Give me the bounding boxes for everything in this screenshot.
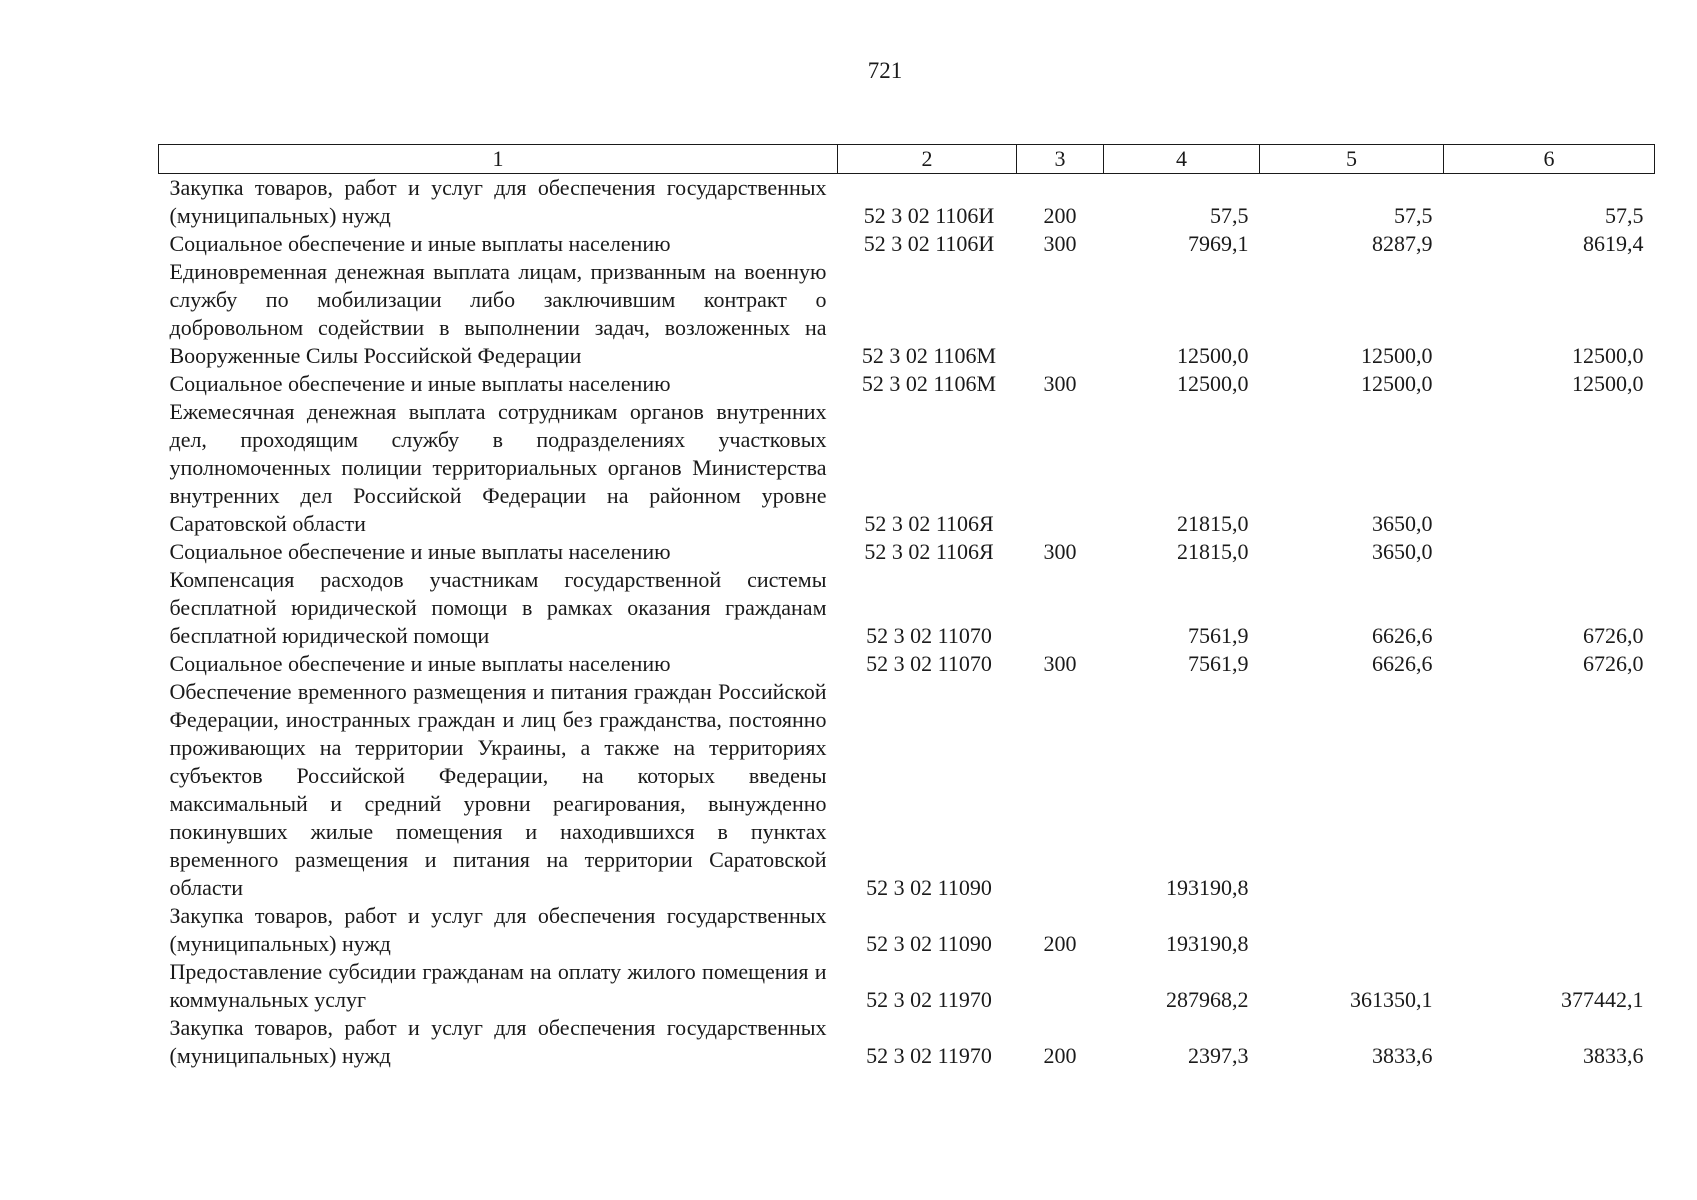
table-row	[159, 174, 1655, 231]
row-code-cell: 52 3 02 11070	[866, 623, 992, 648]
row-name-cell: Социальное обеспечение и иные выплаты населению	[169, 539, 671, 564]
row-name-cell: Компенсация расходов участникам государственной системы бесплатной юридической помощи в рамках оказания гражданам бесплатной юридической помощи	[169, 567, 827, 648]
column-header-code: 2	[838, 145, 1017, 174]
row-value-year-2: 12500,0	[1361, 371, 1433, 396]
row-value-year-2: 6626,6	[1372, 623, 1433, 648]
row-value-year-3: 377442,1	[1561, 987, 1644, 1012]
row-name-cell: Социальное обеспечение и иные выплаты населению	[169, 371, 671, 396]
row-expense-type-cell: 200	[1043, 931, 1077, 956]
row-value-year-1: 12500,0	[1177, 371, 1249, 396]
row-expense-type-cell	[1017, 958, 1104, 1014]
row-value-year-1: 2397,3	[1188, 1043, 1249, 1068]
row-value-year-1: 7561,9	[1188, 651, 1249, 676]
column-header-name: 1	[159, 145, 838, 174]
row-value-year-3	[1444, 398, 1655, 538]
row-name-cell: Единовременная денежная выплата лицам, призванным на военную службу по мобилизации либо заключившим контракт о добровольном содействии в выполнении задач, возложенных на Вооруженные Силы Российской Федерации	[169, 259, 827, 368]
row-value-year-1: 57,5	[1210, 203, 1249, 228]
row-value-year-1: 193190,8	[1166, 931, 1249, 956]
row-expense-type-cell: 300	[1043, 539, 1077, 564]
table-row	[159, 902, 1655, 958]
row-value-year-2: 3650,0	[1372, 539, 1433, 564]
row-value-year-1: 21815,0	[1177, 539, 1249, 564]
table-row	[159, 538, 1655, 566]
row-value-year-2	[1260, 902, 1444, 958]
row-expense-type-cell	[1017, 678, 1104, 902]
row-value-year-3	[1444, 538, 1655, 566]
table-row	[159, 258, 1655, 370]
row-value-year-3: 6726,0	[1583, 651, 1644, 676]
table-row	[159, 370, 1655, 398]
row-code-cell: 52 3 02 1106Я	[864, 511, 994, 536]
row-expense-type-cell: 200	[1043, 1043, 1077, 1068]
table-row	[159, 230, 1655, 258]
row-name-cell: Социальное обеспечение и иные выплаты населению	[169, 231, 671, 256]
row-code-cell: 52 3 02 11070	[866, 651, 992, 676]
row-value-year-2: 361350,1	[1350, 987, 1433, 1012]
row-value-year-2	[1260, 678, 1444, 902]
row-expense-type-cell: 300	[1043, 231, 1077, 256]
row-name-cell: Закупка товаров, работ и услуг для обеспечения государственных (муниципальных) нужд	[169, 903, 827, 956]
row-value-year-3	[1444, 678, 1655, 902]
row-expense-type-cell: 300	[1043, 371, 1077, 396]
row-value-year-2: 57,5	[1394, 203, 1433, 228]
row-value-year-3: 12500,0	[1572, 343, 1644, 368]
row-name-cell: Предоставление субсидии гражданам на оплату жилого помещения и коммунальных услуг	[169, 959, 827, 1012]
row-expense-type-cell	[1017, 258, 1104, 370]
row-value-year-3: 8619,4	[1583, 231, 1644, 256]
row-code-cell: 52 3 02 1106Я	[864, 539, 994, 564]
row-value-year-2: 3833,6	[1372, 1043, 1433, 1068]
row-code-cell: 52 3 02 1106И	[863, 231, 995, 256]
row-value-year-2: 3650,0	[1372, 511, 1433, 536]
row-code-cell: 52 3 02 1106И	[863, 203, 995, 228]
row-value-year-3: 12500,0	[1572, 371, 1644, 396]
table-row	[159, 1014, 1655, 1070]
row-name-cell: Обеспечение временного размещения и питания граждан Российской Федерации, иностранных граждан и лиц без гражданства, постоянно проживающих на территории Украины, а также на территориях субъектов Российской Федерации, на которых введены максимальный и средний уровни реагирования, вынужденно покинувших жилые помещения и находившихся в пунктах временного размещения и питания на территории Саратовской области	[169, 679, 827, 900]
table-row	[159, 958, 1655, 1014]
row-value-year-3	[1444, 902, 1655, 958]
row-name-cell: Социальное обеспечение и иные выплаты населению	[169, 651, 671, 676]
row-expense-type-cell: 300	[1043, 651, 1077, 676]
row-expense-type-cell	[1017, 566, 1104, 650]
header-row	[159, 145, 1655, 174]
column-header-year-3: 6	[1444, 145, 1655, 174]
row-code-cell: 52 3 02 1106М	[861, 343, 997, 368]
column-header-year-1: 4	[1104, 145, 1260, 174]
table-header	[159, 145, 1655, 174]
row-value-year-1: 21815,0	[1177, 511, 1249, 536]
row-value-year-1: 193190,8	[1166, 875, 1249, 900]
row-name-cell: Закупка товаров, работ и услуг для обеспечения государственных (муниципальных) нужд	[169, 1015, 827, 1068]
row-value-year-1: 7969,1	[1188, 231, 1249, 256]
row-code-cell: 52 3 02 1106М	[861, 371, 997, 396]
row-value-year-1: 287968,2	[1166, 987, 1249, 1012]
row-value-year-2: 6626,6	[1372, 651, 1433, 676]
row-value-year-1: 7561,9	[1188, 623, 1249, 648]
budget-table	[158, 144, 1655, 1070]
table-row	[159, 650, 1655, 678]
row-value-year-3: 57,5	[1605, 203, 1644, 228]
row-code-cell: 52 3 02 11970	[866, 1043, 992, 1068]
page-number: 721	[867, 58, 903, 83]
row-code-cell: 52 3 02 11090	[866, 875, 992, 900]
row-name-cell: Закупка товаров, работ и услуг для обеспечения государственных (муниципальных) нужд	[169, 175, 827, 228]
row-expense-type-cell: 200	[1043, 203, 1077, 228]
column-header-expense-type: 3	[1017, 145, 1104, 174]
table-row	[159, 398, 1655, 538]
row-value-year-2: 12500,0	[1361, 343, 1433, 368]
row-code-cell: 52 3 02 11090	[866, 931, 992, 956]
row-code-cell: 52 3 02 11970	[866, 987, 992, 1012]
table-row	[159, 678, 1655, 902]
table-body	[159, 174, 1655, 1071]
row-value-year-1: 12500,0	[1177, 343, 1249, 368]
row-name-cell: Ежемесячная денежная выплата сотрудникам органов внутренних дел, проходящим службу в подразделениях участковых уполномоченных полиции территориальных органов Министерства внутренних дел Российской Федерации на районном уровне Саратовской области	[169, 399, 827, 536]
row-value-year-3: 6726,0	[1583, 623, 1644, 648]
row-value-year-2: 8287,9	[1372, 231, 1433, 256]
column-header-year-2: 5	[1260, 145, 1444, 174]
table-row	[159, 566, 1655, 650]
row-value-year-3: 3833,6	[1583, 1043, 1644, 1068]
row-expense-type-cell	[1017, 398, 1104, 538]
